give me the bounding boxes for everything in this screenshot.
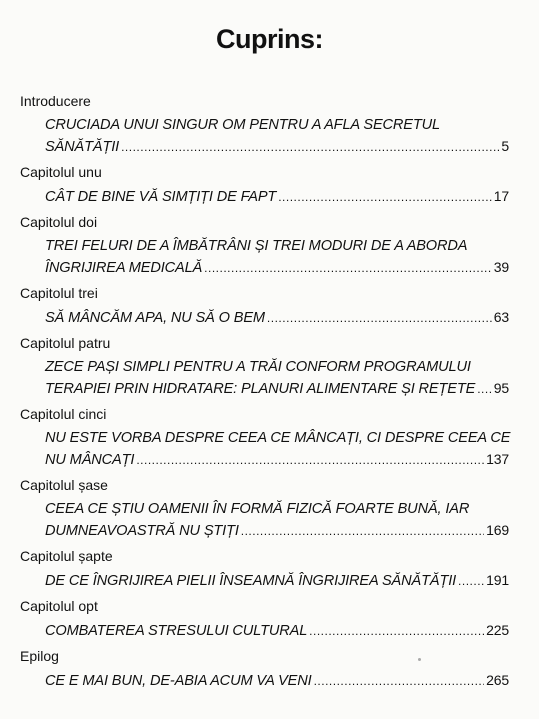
dot-leader [121,137,499,158]
table-of-contents [20,91,509,696]
section-label: Capitolul unu [20,164,102,180]
page-number: 137 [486,451,509,467]
section-label: Capitolul opt [20,598,98,614]
toc-entry [45,570,509,592]
toc-section-capitolul-sapte [20,546,509,592]
entry-title-line: NU ESTE VORBA DESPRE CEEA CE MÂNCAȚI, CI DESPRE CEEA CE [45,430,511,446]
dot-leader [241,521,484,542]
section-label: Capitolul trei [20,285,98,301]
section-label: Introducere [20,93,91,109]
toc-section-capitolul-sase [20,475,509,542]
page-number: 17 [493,188,509,204]
entry-title-line: SĂ MÂNCĂM APA, NU SĂ O BEM [45,310,265,326]
page-number: 95 [493,380,509,396]
page-number: 39 [493,259,509,275]
toc-section-introducere [20,91,509,158]
dot-leader [314,671,485,692]
toc-entry [45,186,509,208]
toc-section-capitolul-doi [20,212,509,279]
entry-title-line: COMBATEREA STRESULUI CULTURAL [45,623,308,639]
entry-title-line: CRUCIADA UNUI SINGUR OM PENTRU A AFLA SECRETUL [45,117,441,133]
dot-leader [458,571,484,592]
toc-section-capitolul-unu [20,162,509,208]
entry-title-line: ÎNGRIJIREA MEDICALĂ [45,260,203,276]
toc-section-capitolul-cinci [20,404,509,471]
dot-leader [204,258,492,279]
toc-entry [45,620,509,642]
toc-entry [45,115,509,158]
section-label: Capitolul cinci [20,406,107,422]
section-label: Capitolul doi [20,214,98,230]
entry-title-line: SĂNĂTĂȚII [45,139,120,155]
dot-leader [477,379,492,400]
entry-title-line: NU MÂNCAȚI [45,452,135,468]
section-label: Epilog [20,648,59,664]
toc-entry [45,236,509,279]
toc-entry [45,499,509,542]
dot-leader [309,621,484,642]
entry-title-line: DUMNEAVOASTRĂ NU ȘTIȚI [45,523,239,539]
page-number: 169 [486,522,509,538]
section-label: Capitolul șase [20,477,108,493]
dot-leader [278,187,492,208]
entry-title-line: CÂT DE BINE VĂ SIMȚIȚI DE FAPT [45,189,277,205]
dot-leader [136,450,484,471]
toc-entry [45,307,509,329]
entry-title-line: ZECE PAȘI SIMPLI PENTRU A TRĂI CONFORM PROGRAMULUI [45,359,471,375]
section-label: Capitolul patru [20,335,111,351]
section-label: Capitolul șapte [20,548,113,564]
print-speck [418,658,421,661]
entry-title-line: CE E MAI BUN, DE-ABIA ACUM VA VENI [45,673,312,689]
toc-section-capitolul-trei [20,283,509,329]
entry-title-line: DE CE ÎNGRIJIREA PIELII ÎNSEAMNĂ ÎNGRIJIREA SĂNĂTĂȚII [45,573,457,589]
dot-leader [267,308,492,329]
toc-section-capitolul-opt [20,596,509,642]
page-number: 63 [493,309,509,325]
toc-entry [45,357,509,400]
entry-title-line: TREI FELURI DE A ÎMBĂTRÂNI ȘI TREI MODURI DE A ABORDA [45,238,468,254]
page-number: 5 [501,138,509,154]
page-title: Cuprins: [216,24,323,54]
page-number: 191 [486,572,509,588]
toc-section-epilog [20,646,509,692]
toc-entry [45,670,509,692]
toc-section-capitolul-patru [20,333,509,400]
entry-title-line: CEEA CE ȘTIU OAMENII ÎN FORMĂ FIZICĂ FOARTE BUNĂ, IAR [45,501,470,517]
page-number: 225 [486,622,509,638]
toc-entry [45,428,509,471]
entry-title-line: TERAPIEI PRIN HIDRATARE: PLANURI ALIMENTARE ȘI REȚETE [45,381,476,397]
page-number: 265 [486,672,509,688]
